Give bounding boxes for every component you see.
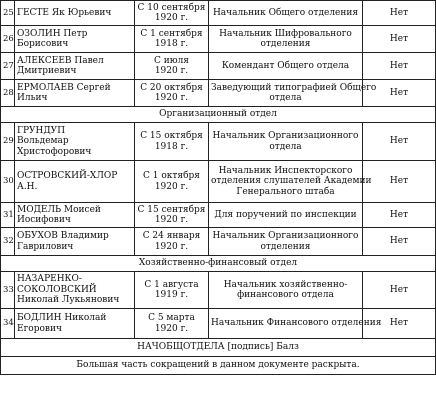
start-date: С 1 октября 1920 г. [135, 161, 209, 203]
section-title-organizational: Организационный отдел [1, 107, 436, 123]
table-row [1, 228, 436, 256]
start-date: С 5 марта 1920 г. [135, 309, 209, 339]
table-row [1, 26, 436, 53]
row-number: 26 [1, 26, 15, 53]
person-name: НАЗАРЕНКО- СОКОЛОВСКИЙ Николай Лукьянович [15, 272, 135, 309]
table-row [1, 309, 436, 339]
person-name: ОСТРОВСКИЙ-ХЛОР А.Н. [15, 161, 135, 203]
flag-value: Нет [363, 203, 436, 228]
position: Начальник Организационного отдела [209, 123, 363, 161]
flag-value: Нет [363, 80, 436, 107]
position: Для поручений по инспекции [209, 203, 363, 228]
note-row [1, 357, 436, 375]
section-title-financial: Хозяйственно-финансовый отдел [1, 256, 436, 272]
position: Начальник Общего отделения [209, 1, 363, 26]
person-name: ЕРМОЛАЕВ Сергей Ильич [15, 80, 135, 107]
row-number: 27 [1, 53, 15, 80]
row-number: 34 [1, 309, 15, 339]
table-row [1, 1, 436, 26]
flag-value: Нет [363, 228, 436, 256]
start-date: С 15 октября 1918 г. [135, 123, 209, 161]
flag-value: Нет [363, 161, 436, 203]
flag-value: Нет [363, 309, 436, 339]
row-number: 30 [1, 161, 15, 203]
start-date: С 10 сентября 1920 г. [135, 1, 209, 26]
position: Начальник хозяйственно- финансового отдела [209, 272, 363, 309]
start-date: С 1 августа 1919 г. [135, 272, 209, 309]
start-date: С 15 сентября 1920 г. [135, 203, 209, 228]
person-name: МОДЕЛЬ Моисей Иосифович [15, 203, 135, 228]
position: Начальник Инспекторского отделения слушателей Академии Генерального штаба [209, 161, 363, 203]
row-number: 32 [1, 228, 15, 256]
start-date: С 24 января 1920 г. [135, 228, 209, 256]
table-row [1, 161, 436, 203]
person-name: ОЗОЛИН Петр Борисович [15, 26, 135, 53]
flag-value: Нет [363, 272, 436, 309]
table-row [1, 272, 436, 309]
row-number: 31 [1, 203, 15, 228]
start-date: С 20 октября 1920 г. [135, 80, 209, 107]
row-number: 33 [1, 272, 15, 309]
position: Комендант Общего отдела [209, 53, 363, 80]
table-row [1, 123, 436, 161]
person-name: ОБУХОВ Владимир Гаврилович [15, 228, 135, 256]
row-number: 29 [1, 123, 15, 161]
person-name: АЛЕКСЕЕВ Павел Дмитриевич [15, 53, 135, 80]
flag-value: Нет [363, 53, 436, 80]
position: Начальник Финансового отделения [209, 309, 363, 339]
row-number: 25 [1, 1, 15, 26]
position: Начальник Организационного отделения [209, 228, 363, 256]
flag-value: Нет [363, 26, 436, 53]
table-row [1, 203, 436, 228]
flag-value: Нет [363, 1, 436, 26]
position: Заведующий типографией Общего отдела [209, 80, 363, 107]
position: Начальник Шифровального отделения [209, 26, 363, 53]
person-name: ГРУНДУП Вольдемар Христофорович [15, 123, 135, 161]
document-note: Большая часть сокращений в данном документе раскрыта. [1, 357, 436, 375]
person-name: БОДЛИН Николай Егорович [15, 309, 135, 339]
section-row [1, 256, 436, 272]
signature-row [1, 339, 436, 357]
row-number: 28 [1, 80, 15, 107]
signature-line: НАЧОБЩОТДЕЛА [подпись] Балз [1, 339, 436, 357]
section-row [1, 107, 436, 123]
person-name: ГЕСТЕ Як Юрьевич [15, 1, 135, 26]
table-row [1, 53, 436, 80]
start-date: С июля 1920 г. [135, 53, 209, 80]
start-date: С 1 сентября 1918 г. [135, 26, 209, 53]
table-row [1, 80, 436, 107]
flag-value: Нет [363, 123, 436, 161]
